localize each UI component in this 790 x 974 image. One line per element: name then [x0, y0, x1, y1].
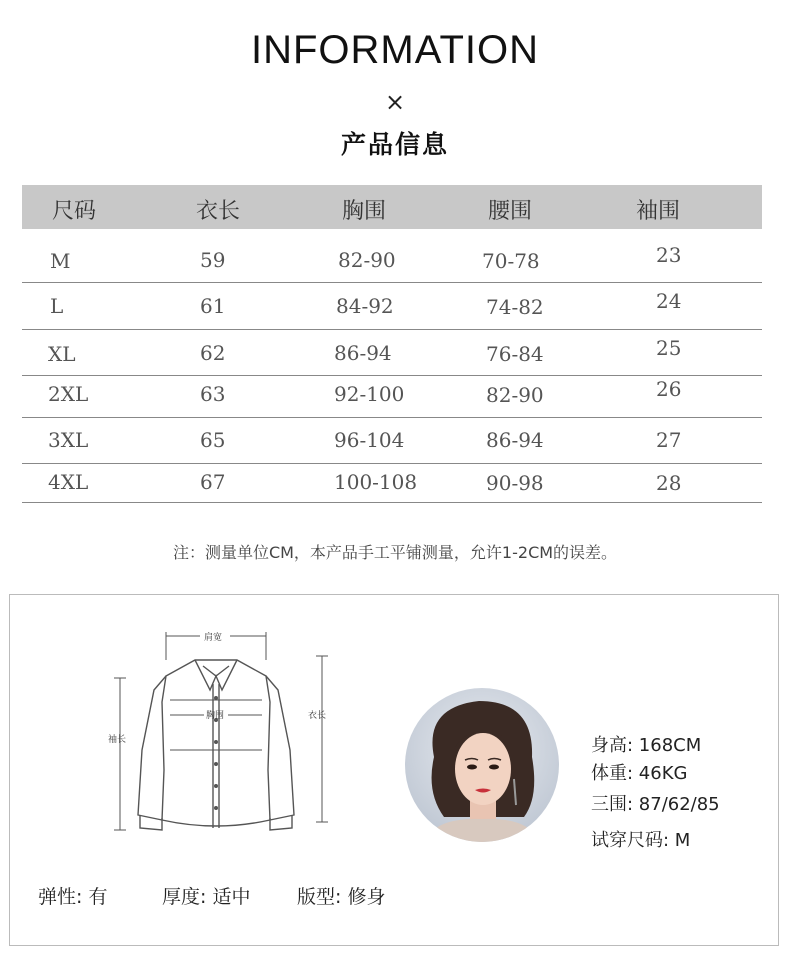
table-cell: 84-92 — [336, 294, 394, 318]
shirt-diagram — [100, 620, 340, 850]
table-cell: 86-94 — [334, 341, 392, 365]
table-cell: 63 — [200, 382, 226, 406]
table-cell: 2XL — [48, 382, 89, 406]
table-row — [22, 376, 762, 418]
column-header: 胸围 — [342, 199, 387, 224]
table-cell: 92-100 — [334, 382, 405, 406]
table-cell: XL — [48, 342, 76, 366]
table-row — [22, 283, 762, 330]
section-subtitle: 产品信息 — [340, 130, 449, 159]
table-cell: 86-94 — [486, 428, 544, 452]
table-cell: 26 — [656, 377, 682, 401]
column-header: 腰围 — [488, 199, 533, 224]
length-label: 衣长 — [308, 711, 327, 721]
table-row — [22, 229, 762, 283]
model-height: 身高: 168CM — [591, 735, 702, 756]
model-try-size: 试穿尺码: M — [591, 830, 691, 851]
column-header: 袖围 — [636, 199, 681, 224]
table-cell: 59 — [200, 248, 226, 272]
table-cell: 90-98 — [486, 471, 544, 495]
table-cell: 65 — [200, 428, 226, 452]
table-cell: 3XL — [48, 428, 89, 452]
column-header: 尺码 — [52, 199, 97, 224]
model-weight: 体重: 46KG — [591, 763, 688, 784]
chest-label: 胸围 — [206, 711, 225, 721]
table-cell: 24 — [656, 289, 682, 313]
table-cell: 82-90 — [486, 383, 544, 407]
table-cell: 96-104 — [334, 428, 405, 452]
table-cell: 28 — [656, 471, 682, 495]
table-cell: 25 — [656, 336, 682, 360]
size-table — [22, 185, 762, 503]
page-title: INFORMATION — [250, 28, 539, 72]
spec-elasticity: 弹性: 有 — [38, 886, 108, 908]
table-row — [22, 418, 762, 464]
measurement-note: 注：测量单位CM，本产品手工平铺测量，允许1-2CM的误差。 — [172, 543, 618, 562]
sleeve-label: 袖长 — [108, 735, 127, 745]
table-cell: 74-82 — [486, 295, 544, 319]
table-cell: 70-78 — [482, 249, 540, 273]
table-cell: 27 — [656, 428, 682, 452]
table-cell: 82-90 — [338, 248, 396, 272]
table-row — [22, 464, 762, 503]
table-header — [22, 185, 762, 229]
model-photo — [404, 687, 560, 843]
model-measurements: 三围: 87/62/85 — [591, 794, 720, 815]
cross-icon: × — [384, 88, 406, 116]
table-cell: 23 — [656, 243, 682, 267]
table-cell: 100-108 — [334, 470, 418, 494]
spec-fit: 版型: 修身 — [297, 886, 386, 908]
table-cell: 76-84 — [486, 342, 544, 366]
table-cell: L — [50, 294, 64, 318]
table-cell: 67 — [200, 470, 226, 494]
shoulder-label: 肩宽 — [204, 633, 223, 643]
spec-thickness: 厚度: 适中 — [162, 886, 251, 908]
column-header: 衣长 — [196, 199, 241, 224]
table-cell: M — [50, 249, 71, 273]
table-cell: 62 — [200, 341, 226, 365]
table-row — [22, 330, 762, 376]
table-cell: 61 — [200, 294, 226, 318]
table-cell: 4XL — [48, 470, 89, 494]
divider — [9, 945, 779, 946]
